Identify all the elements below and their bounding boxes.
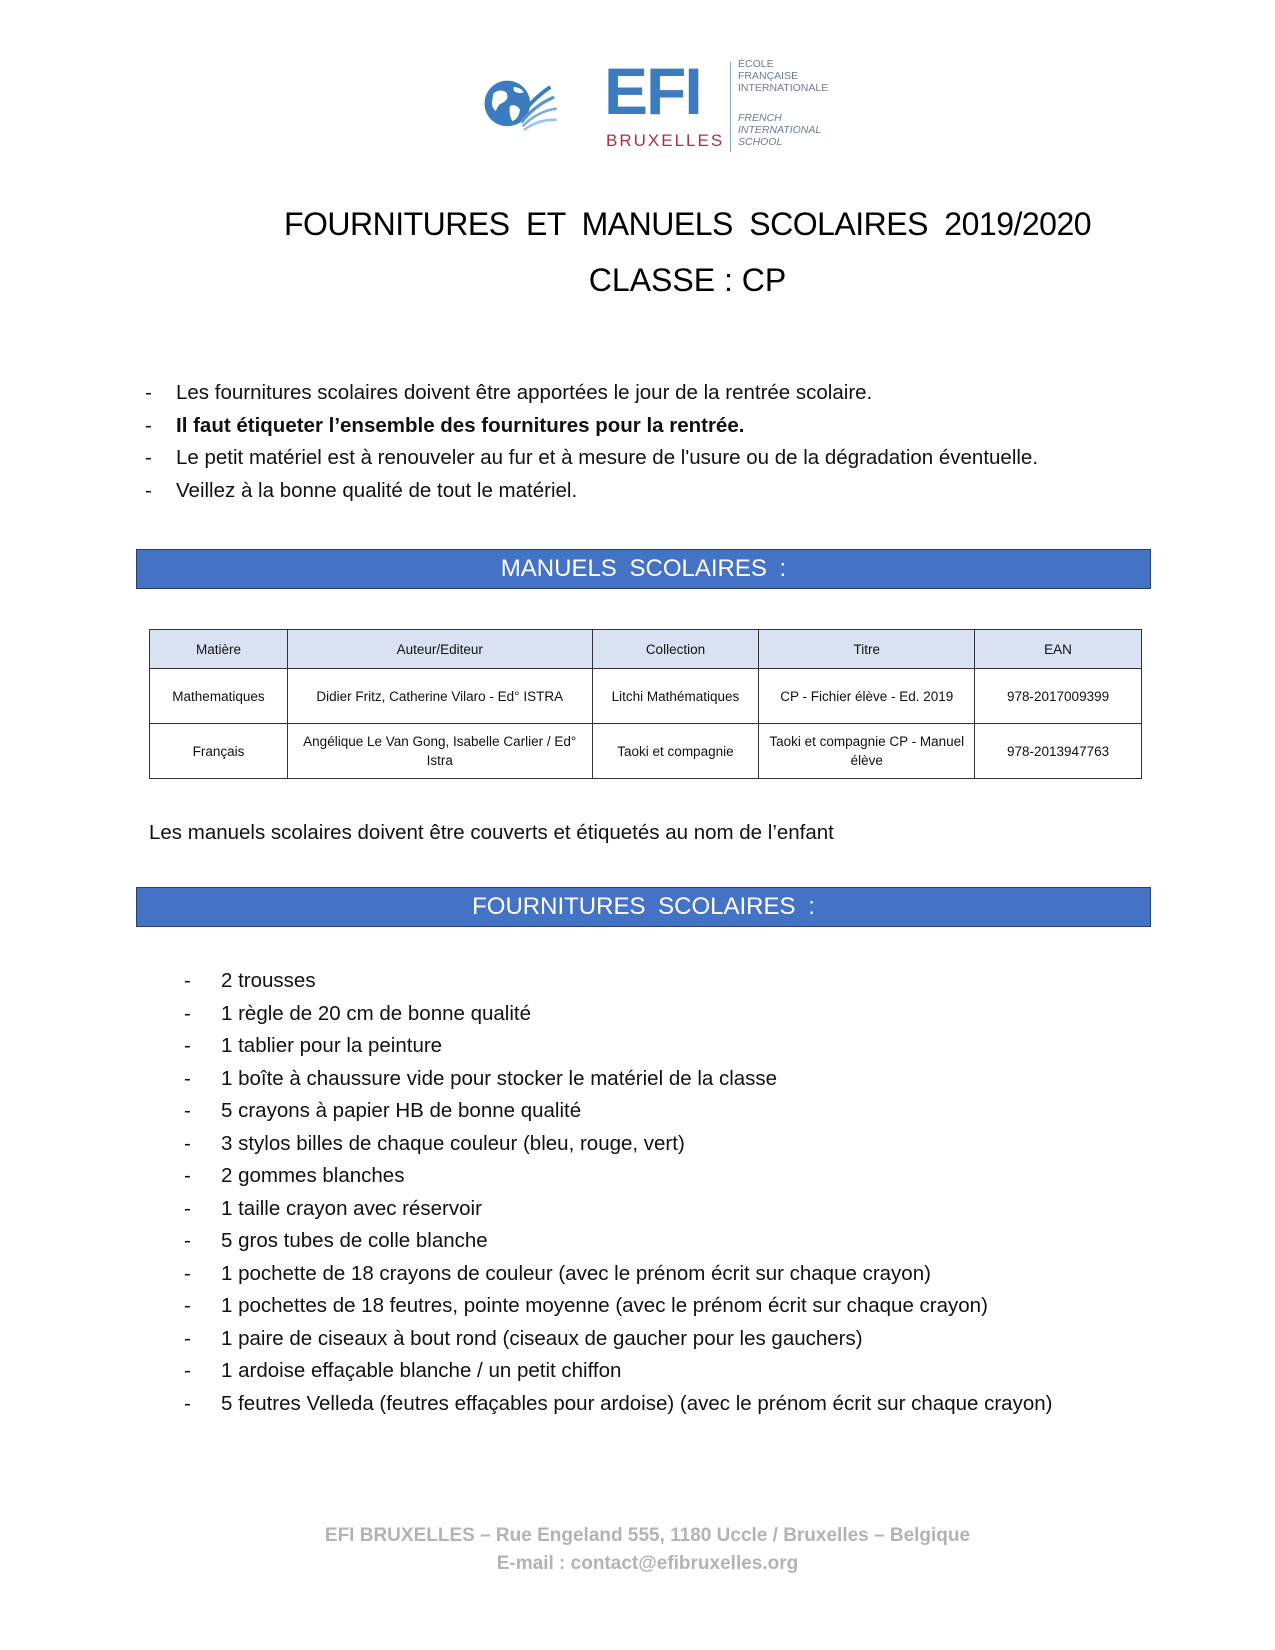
- supply-item: [184, 1066, 1264, 1099]
- bullet-dash: -: [184, 1229, 191, 1252]
- cell-auteur: Angélique Le Van Gong, Isabelle Carlier / Ed° Istra: [287, 724, 592, 779]
- intro-text: Le petit matériel est à renouveler au fur et à mesure de l'usure ou de la dégradation éventuelle.: [176, 446, 1039, 469]
- column-header-auteur: Auteur/Editeur: [287, 630, 592, 669]
- supply-item: [184, 968, 1264, 1001]
- bullet-dash: -: [184, 1391, 191, 1415]
- supply-item: [184, 1293, 1264, 1326]
- column-header-collection: Collection: [592, 630, 759, 669]
- intro-item: [145, 478, 1245, 511]
- supply-text: 1 règle de 20 cm de bonne qualité: [221, 1001, 532, 1025]
- cell-titre: CP - Fichier élève - Ed. 2019: [759, 669, 975, 724]
- bullet-dash: -: [184, 1099, 191, 1122]
- bullet-dash: -: [184, 1066, 191, 1090]
- supply-text: 1 pochette de 18 crayons de couleur (avec le prénom écrit sur chaque crayon): [221, 1261, 931, 1285]
- supply-item: [184, 1163, 1264, 1196]
- bullet-dash: -: [184, 1164, 191, 1187]
- manuels-table: [149, 629, 1142, 779]
- supply-text: 1 taille crayon avec réservoir: [221, 1196, 482, 1220]
- globe-book-icon: [482, 68, 558, 144]
- supply-text: 1 paire de ciseaux à bout rond (ciseaux de gaucher pour les gauchers): [221, 1326, 863, 1350]
- logo-acronym: EFI: [604, 54, 701, 128]
- bullet-dash: -: [145, 446, 152, 469]
- cell-auteur: Didier Fritz, Catherine Vilaro - Ed° ISTRA: [287, 669, 592, 724]
- logo-fr-line: ÉCOLE: [738, 58, 774, 70]
- intro-text: Veillez à la bonne qualité de tout le matériel.: [176, 478, 578, 502]
- supply-text: 5 crayons à papier HB de bonne qualité: [221, 1099, 582, 1122]
- bullet-dash: -: [184, 1359, 191, 1382]
- bullet-dash: -: [184, 1034, 191, 1057]
- supply-text: 2 trousses: [221, 969, 316, 992]
- intro-list: [145, 380, 1245, 510]
- logo-name-fr: [738, 58, 828, 94]
- logo-en-line: SCHOOL: [738, 136, 783, 148]
- logo-divider: [730, 62, 731, 152]
- column-header-ean: EAN: [975, 630, 1142, 669]
- supply-item: [184, 1001, 1264, 1034]
- column-header-titre: Titre: [759, 630, 975, 669]
- bullet-dash: -: [184, 969, 191, 992]
- bullet-dash: -: [145, 478, 152, 502]
- cell-matiere: Mathematiques: [150, 669, 288, 724]
- school-logo: [482, 54, 842, 158]
- intro-item: [145, 445, 1245, 478]
- manuels-note: Les manuels scolaires doivent être couverts et étiquetés au nom de l’enfant: [149, 821, 834, 844]
- supply-item: [184, 1391, 1264, 1424]
- cell-collection: Taoki et compagnie: [592, 724, 759, 779]
- supply-item: [184, 1098, 1264, 1131]
- manuels-heading: MANUELS SCOLAIRES :: [136, 549, 1151, 589]
- supply-text: 1 ardoise effaçable blanche / un petit chiffon: [221, 1359, 622, 1382]
- supply-item: [184, 1326, 1264, 1359]
- supplies-list: [184, 968, 1264, 1423]
- column-header-matiere: Matière: [150, 630, 288, 669]
- table-row: [150, 669, 1142, 724]
- supply-text: 5 feutres Velleda (feutres effaçables pour ardoise) (avec le prénom écrit sur chaque crayon): [221, 1391, 1053, 1415]
- footer-address: EFI BRUXELLES – Rue Engeland 555, 1180 Uccle / Bruxelles – Belgique: [324, 1525, 971, 1546]
- bullet-dash: -: [184, 1326, 191, 1350]
- supply-item: [184, 1033, 1264, 1066]
- bullet-dash: -: [184, 1001, 191, 1025]
- document-title: FOURNITURES ET MANUELS SCOLAIRES 2019/2020: [283, 206, 1092, 242]
- supply-text: 1 tablier pour la peinture: [221, 1034, 443, 1057]
- logo-en-line: FRENCH: [738, 112, 782, 124]
- supply-item: [184, 1131, 1264, 1164]
- bullet-dash: -: [145, 381, 152, 404]
- supply-item: [184, 1228, 1264, 1261]
- logo-city: BRUXELLES: [606, 131, 725, 150]
- cell-ean: 978-2017009399: [975, 669, 1142, 724]
- supply-item: [184, 1261, 1264, 1294]
- supply-text: 1 boîte à chaussure vide pour stocker le matériel de la classe: [221, 1066, 778, 1090]
- supply-text: 1 pochettes de 18 feutres, pointe moyenne (avec le prénom écrit sur chaque crayon): [221, 1294, 988, 1317]
- intro-item: [145, 413, 1245, 446]
- bullet-dash: -: [184, 1294, 191, 1317]
- intro-text: Il faut étiqueter l’ensemble des fournitures pour la rentrée.: [176, 413, 745, 437]
- table-header-row: [150, 630, 1142, 669]
- table-row: [150, 724, 1142, 779]
- bullet-dash: -: [184, 1131, 191, 1155]
- supply-text: 5 gros tubes de colle blanche: [221, 1229, 488, 1252]
- supply-text: 2 gommes blanches: [221, 1164, 405, 1187]
- bullet-dash: -: [145, 413, 152, 437]
- class-title: CLASSE : CP: [588, 262, 787, 298]
- bullet-dash: -: [184, 1261, 191, 1285]
- supply-item: [184, 1196, 1264, 1229]
- logo-fr-line: FRANÇAISE: [738, 70, 799, 82]
- fournitures-heading: FOURNITURES SCOLAIRES :: [136, 887, 1151, 927]
- cell-ean: 978-2013947763: [975, 724, 1142, 779]
- intro-text: Les fournitures scolaires doivent être apportées le jour de la rentrée scolaire.: [176, 381, 873, 404]
- supply-item: [184, 1358, 1264, 1391]
- logo-name-en: [738, 112, 821, 148]
- supply-text: 3 stylos billes de chaque couleur (bleu, rouge, vert): [221, 1131, 685, 1155]
- logo-fr-line: INTERNATIONALE: [738, 82, 829, 94]
- cell-matiere: Français: [150, 724, 288, 779]
- cell-collection: Litchi Mathématiques: [592, 669, 759, 724]
- bullet-dash: -: [184, 1196, 191, 1220]
- footer-email: E-mail : contact@efibruxelles.org: [496, 1553, 799, 1574]
- intro-item: [145, 380, 1245, 413]
- cell-titre: Taoki et compagnie CP - Manuel élève: [759, 724, 975, 779]
- logo-en-line: INTERNATIONAL: [738, 124, 822, 136]
